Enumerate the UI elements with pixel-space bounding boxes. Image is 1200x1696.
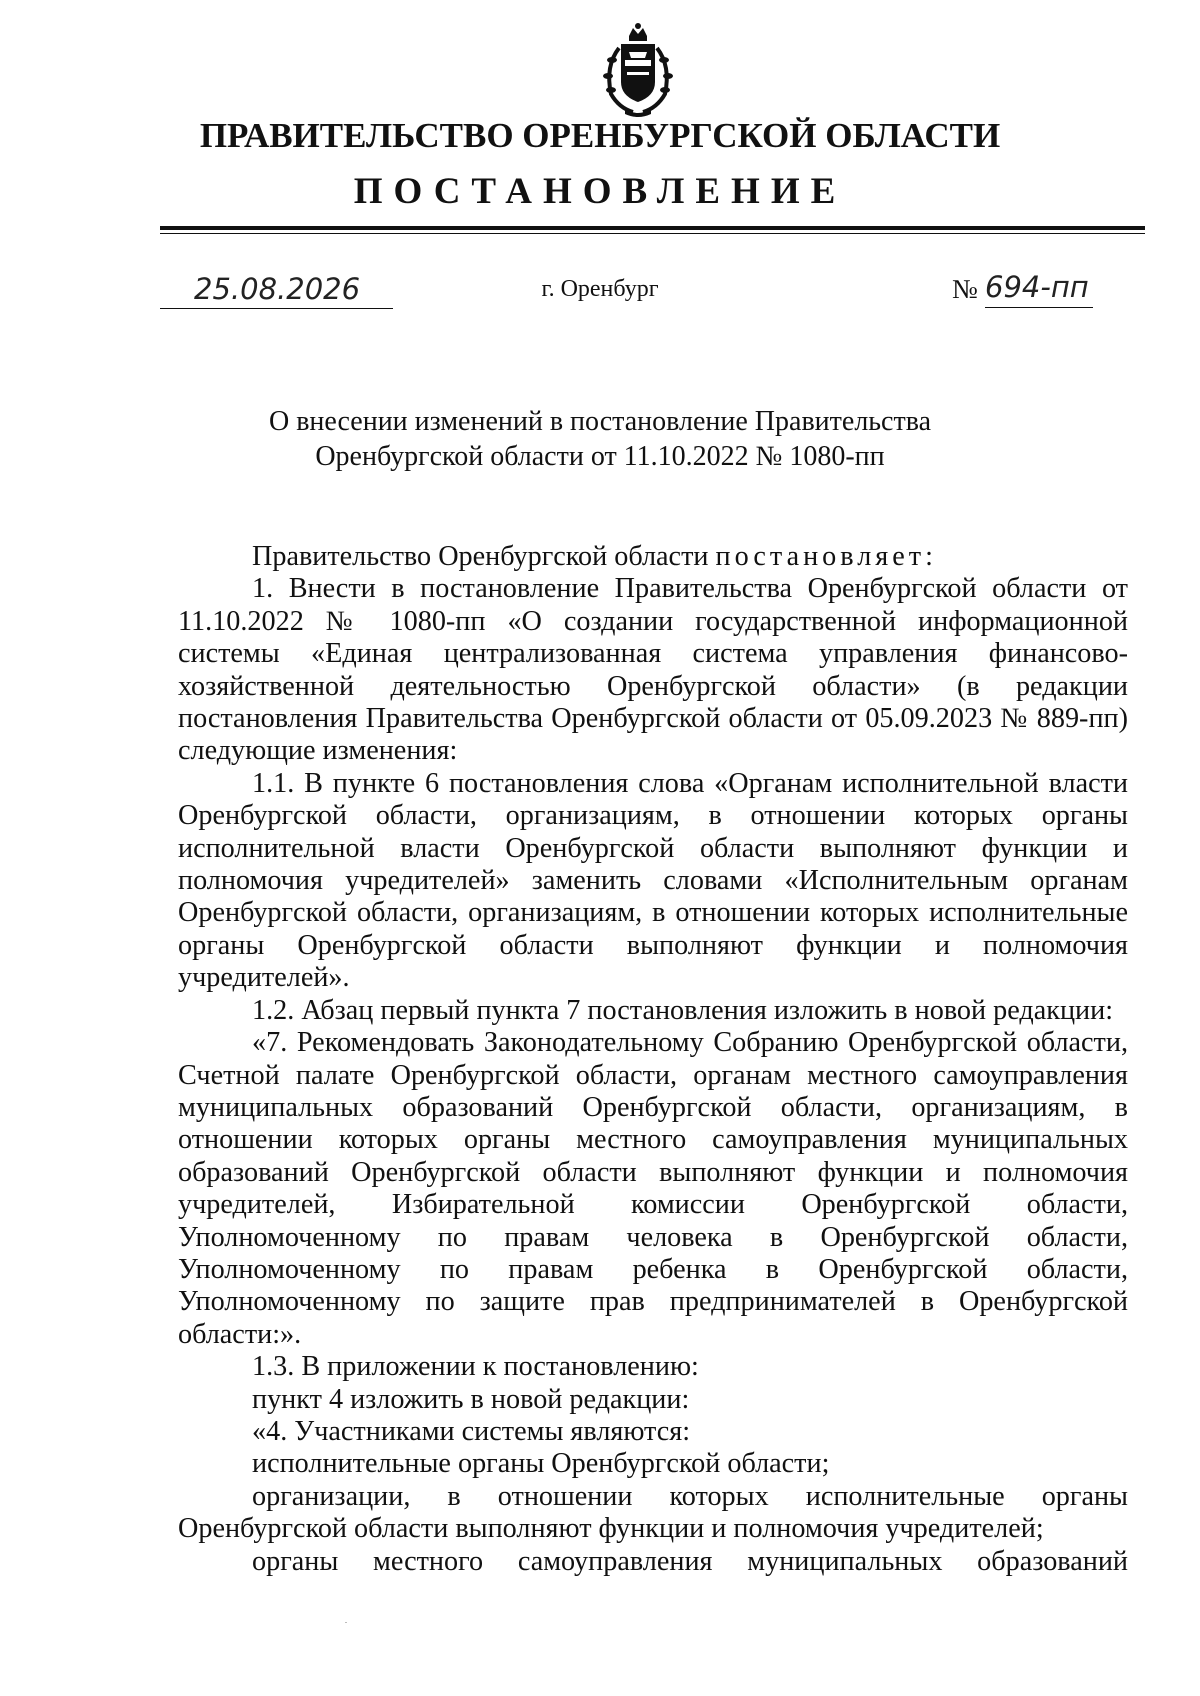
paragraph-4-quote: «4. Участниками системы являются: — [252, 1415, 691, 1447]
document-title — [0, 404, 1200, 474]
intro-paragraph — [178, 541, 1128, 573]
paragraph-7-quote: «7. Рекомендовать Законодательному Собранию Оренбургской области, Счетной палате Оренбургской области, органам местного самоуправления муниципальных образований Оренбургской области, организациям, в отношении которых органы местного самоуправления муниципальных образований Оренбургской области выполняют функции и полномочия учредителей, Избирательной комиссии Оренбургской области, Уполномоченному по правам человека в Оренбургской области, Уполномоченному по правам ребенка в Оренбургской области, Уполномоченному по защите прав предпринимателей в Оренбургской области:». — [178, 1027, 1128, 1350]
paragraph-1-3: 1.3. В приложении к постановлению: — [252, 1351, 699, 1383]
government-name: ПРАВИТЕЛЬСТВО ОРЕНБУРГСКОЙ ОБЛАСТИ — [199, 116, 1001, 155]
document-city: г. Оренбург — [541, 276, 659, 302]
header-divider-thin — [160, 233, 1145, 234]
paragraph-1-2: 1.2. Абзац первый пункта 7 постановления изложить в новой редакции: — [252, 994, 1114, 1026]
coat-of-arms-icon — [599, 22, 677, 120]
number-sign: № — [952, 274, 978, 304]
intro-prefix: Правительство Оренбургской области — [252, 541, 709, 572]
number-underline — [985, 307, 1093, 308]
document-title-line-2: Оренбургской области от 11.10.2022 № 1080-пп — [315, 441, 885, 472]
document-title-line-1: О внесении изменений в постановление Правительства — [268, 406, 932, 437]
header-divider — [160, 226, 1145, 230]
intro-resolves: постановляет: — [715, 541, 937, 572]
date-underline — [160, 308, 393, 309]
scan-speck — [345, 1622, 347, 1623]
paragraph-1-1: 1.1. В пункте 6 постановления слова «Органам исполнительной власти Оренбургской области, организациям, в отношении которых органы исполнительной власти Оренбургской области выполняют функции и полномочия учредителей» заменить словами «Исполнительным органам Оренбургской области, организациям, в отношении которых исполнительные органы Оренбургской области выполняют функции и полномочия учредителей». — [178, 767, 1128, 994]
document-type: ПОСТАНОВЛЕНИЕ — [353, 171, 847, 212]
paragraph-local-government: органы местного самоуправления муниципальных образований — [252, 1545, 1128, 1577]
document-date: 25.08.2026 — [194, 272, 361, 306]
document-number: 694-пп — [985, 270, 1089, 304]
paragraph-item-4: пункт 4 изложить в новой редакции: — [252, 1383, 690, 1415]
paragraph-1: 1. Внести в постановление Правительства Оренбургской области от 11.10.2022 № 1080-пп «О создании государственной информационной системы «Единая централизованная система управления финансово-хозяйственной деятельностью Оренбургской области» (в редакции постановления Правительства Оренбургской области от 05.09.2023 № 889-пп) следующие изменения: — [178, 573, 1128, 767]
paragraph-organizations: организации, в отношении которых исполнительные органы Оренбургской области выполняют функции и полномочия учредителей; — [178, 1480, 1128, 1545]
document-body — [178, 541, 1128, 1578]
paragraph-executive-bodies: исполнительные органы Оренбургской области; — [252, 1448, 830, 1480]
